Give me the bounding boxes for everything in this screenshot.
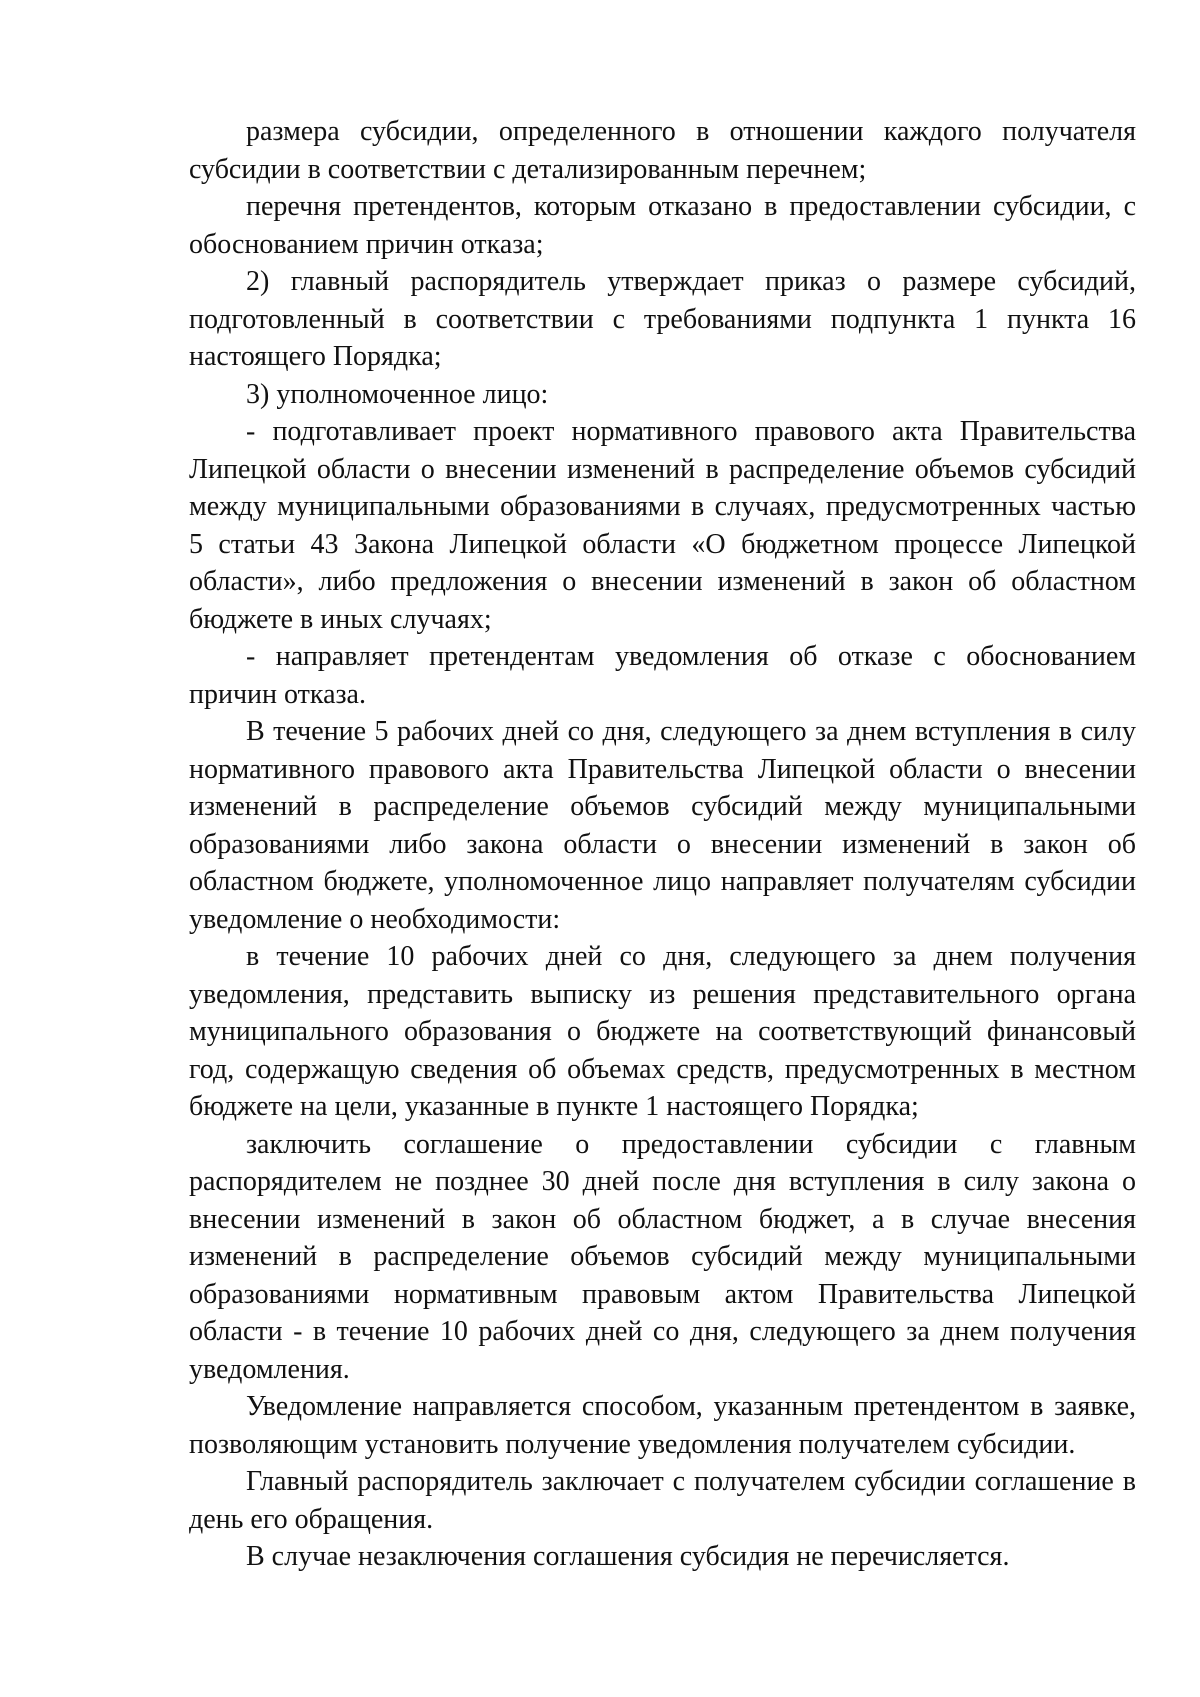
paragraph-submit-extract: в течение 10 рабочих дней со дня, следующего за днем получения уведомления, представить выписку из решения представительного органа муниципального образования о бюджете на соответствующий финансовый год, содержащую сведения об объемах средств, предусмотренных в местном бюджете на цели, указанные в пункте 1 настоящего Порядка; xyxy=(189,941,1136,1122)
paragraph-agreement-day: Главный распорядитель заключает с получателем субсидии соглашение в день его обращения. xyxy=(189,1466,1136,1535)
paragraph-conclude-agreement: заключить соглашение о предоставлении субсидии с главным распорядителем не позднее 30 дней после дня вступления в силу закона о внесении изменений в закон об областном бюджет, а в случае внесения изменений в распределение объемов субсидий между муниципальными образованиями нормативным правовым актом Правительства Липецкой области - в течение 10 рабочих дней со дня, следующего за днем получения уведомления. xyxy=(189,1128,1136,1385)
paragraph-notification-method: Уведомление направляется способом, указанным претендентом в заявке, позволяющим установить получение уведомления получателем субсидии. xyxy=(189,1391,1136,1460)
paragraph-item-2: 2) главный распорядитель утверждает приказ о размере субсидий, подготовленный в соответствии с требованиями подпункта 1 пункта 16 настоящего Порядка; xyxy=(189,266,1136,372)
paragraph-prepares-draft: - подготавливает проект нормативного правового акта Правительства Липецкой области о внесении изменений в распределение объемов субсидий между муниципальными образованиями в случаях, предусмотренных частью 5 статьи 43 Закона Липецкой области «О бюджетном процессе Липецкой области», либо предложения о внесении изменений в закон об областном бюджете в иных случаях; xyxy=(189,416,1136,635)
paragraph-rejected-list: перечня претендентов, которым отказано в предоставлении субсидии, с обоснованием причин отказа; xyxy=(189,191,1136,260)
paragraph-no-transfer: В случае незаключения соглашения субсидия не перечисляется. xyxy=(246,1541,1010,1572)
document-body xyxy=(189,113,1136,1576)
paragraph-item-3: 3) уполномоченное лицо: xyxy=(246,378,549,410)
paragraph-notification-deadline: В течение 5 рабочих дней со дня, следующего за днем вступления в силу нормативного правового акта Правительства Липецкой области о внесении изменений в распределение объемов субсидий между муниципальными образованиями либо закона области о внесении изменений в закон об областном бюджете, уполномоченное лицо направляет получателям субсидии уведомление о необходимости: xyxy=(189,716,1136,935)
paragraph-subsidy-size: размера субсидии, определенного в отношении каждого получателя субсидии в соответствии с детализированным перечнем; xyxy=(189,116,1136,185)
paragraph-sends-refusals: - направляет претендентам уведомления об отказе с обоснованием причин отказа. xyxy=(189,641,1136,710)
